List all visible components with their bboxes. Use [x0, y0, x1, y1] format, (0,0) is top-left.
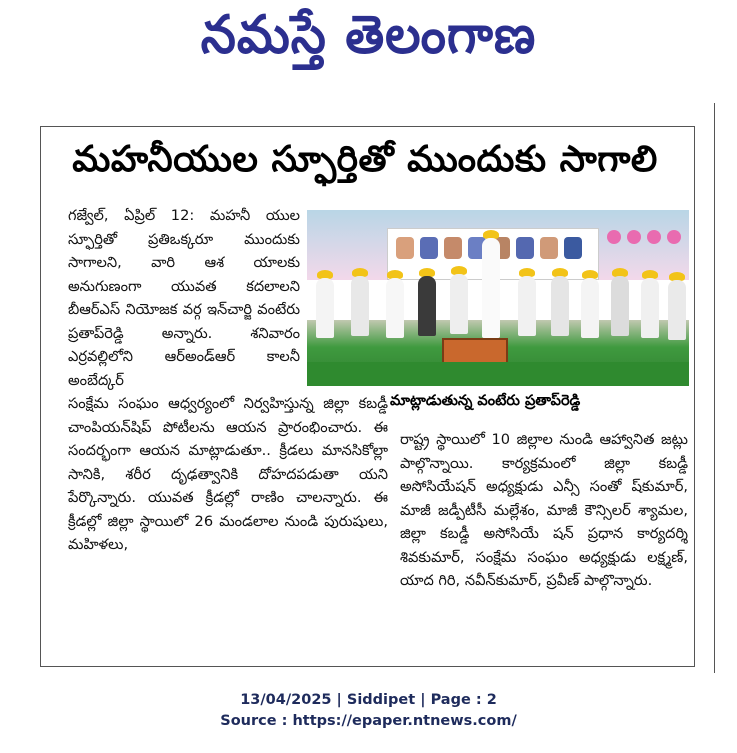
- article-body-right: రాష్ట్ర స్థాయిలో 10 జిల్లాల నుండి ఆహ్వానిత జట్లు పాల్గొన్నాయి. కార్యక్రమంలో జిల్లా కబడ్డీ అసోసియేషన్‌ అధ్యక్షుడు ఎన్సీ సంతో ష్‌కుమార్‌, మాజీ జడ్పీటీసీ మల్లేశం, మాజీ కౌన్సిలర్‌ శ్యామల, జిల్లా కబడ్డీ అసోసియే షన్‌ ప్రధాన కార్యదర్శి శివకుమార్‌, సంక్షేమ సంఘం అధ్యక్షుడు లక్ష్మణ్‌, యాద గిరి, నవీన్‌కుమార్‌, ప్రవీణ్‌ పాల్గొన్నారు.: [400, 431, 688, 589]
- article-body-left-top: గజ్వేల్‌, ఏప్రిల్‌ 12: మహనీ యుల స్ఫూర్తితో ప్రతిఒక్కరూ ముందుకు సాగాలని, వారి ఆశ యాలకు అనుగుణంగా యువత కదలాలని బీఆర్‌ఎస్‌ నియోజక వర్గ ఇన్‌చార్జి వంటేరు ప్రతాప్‌రెడ్డి అన్నారు. శనివారం ఎర్రవల్లిలోని ఆర్‌అండ్‌ఆర్‌ కాలనీ అంబేద్కర్‌: [68, 207, 300, 389]
- frame-top-line: [40, 126, 695, 127]
- frame-outer-right-line: [714, 103, 715, 673]
- frame-left-line: [40, 126, 41, 666]
- footer-source-line: Source : https://epaper.ntnews.com/: [220, 713, 517, 729]
- photo-caption: మాట్లాడుతున్న వంటేరు ప్రతాప్‌రెడ్డి: [390, 393, 581, 409]
- footer-date-line: 13/04/2025 | Siddipet | Page : 2: [240, 692, 497, 708]
- article-body-left-bottom: సంక్షేమ సంఘం ఆధ్వర్యంలో నిర్వహిస్తున్న జిల్లా కబడ్డీ చాంపియన్‌షిప్‌ పోటీలను ఆయన ప్రారంభించారు. ఈ సందర్భంగా ఆయన మాట్లాడుతూ.. క్రీడలు మానసికోల్లా సానికి, శరీర దృఢత్వానికి దోహదపడుతా యని పేర్కొన్నారు. యువత క్రీడల్లో రాణిం చాలన్నారు. ఈ క్రీడల్లో జిల్లా స్థాయిలో 26 మండలాల నుండి పురుషులు, మహిళలు,: [68, 395, 388, 553]
- frame-bottom-line: [40, 666, 695, 667]
- masthead: [0, 3, 737, 76]
- stage-table: [442, 338, 508, 364]
- frame-right-line: [694, 126, 695, 666]
- article-headline: మహనీయుల స్ఫూర్తితో ముందుకు సాగాలి: [72, 139, 658, 180]
- newspaper-logo: నమస్తే తెలంగాణ: [200, 3, 537, 65]
- article-photo: [307, 210, 689, 386]
- footer: [0, 690, 737, 732]
